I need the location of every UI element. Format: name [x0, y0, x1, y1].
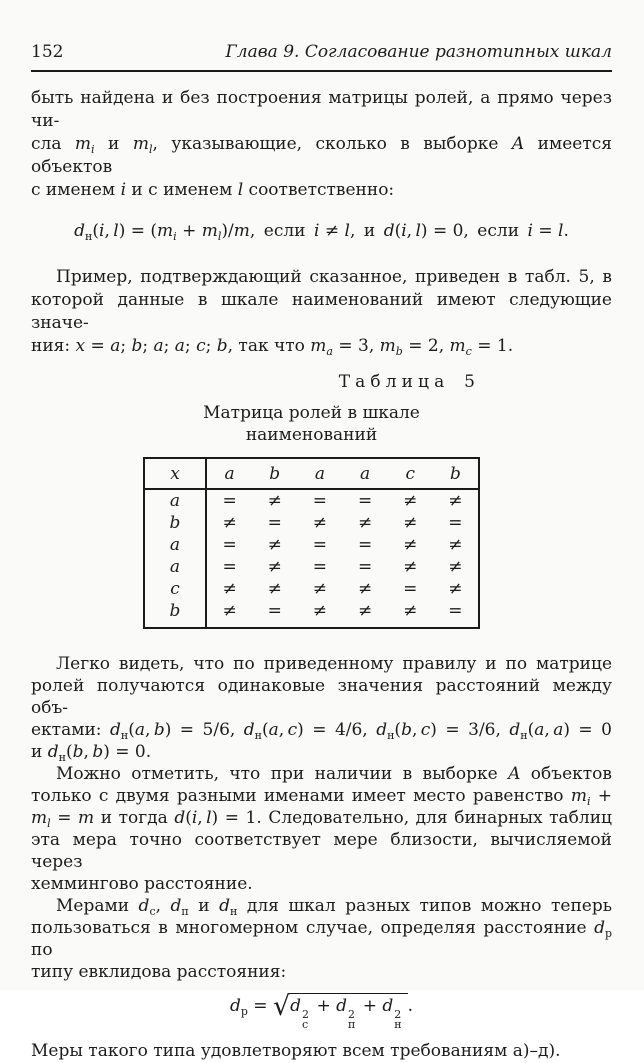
- paragraph-example: [31, 266, 612, 358]
- table-cell: ≠: [222, 579, 237, 599]
- table-cell: =: [222, 557, 237, 577]
- text-line: и $d_н(b$, b) = 0.: [31, 742, 152, 764]
- table-cell: =: [222, 491, 237, 511]
- table-header-cell: a: [207, 459, 252, 490]
- table-cell: ≠: [357, 579, 373, 599]
- text-line: эта мера точно соответствует мере близости, вычисляемой через: [31, 830, 612, 872]
- text-line: с именем i и с именем l соответственно:: [31, 180, 395, 200]
- table-cell: ≠: [357, 513, 373, 533]
- closing-line: [31, 1040, 612, 1063]
- table-cell: =: [312, 491, 328, 511]
- table-cell: =: [357, 557, 373, 577]
- table-cell: =: [267, 513, 282, 533]
- table-cell: ≠: [267, 491, 282, 511]
- roles-matrix-table: [143, 457, 480, 629]
- text-line: Мерами $d_с$, $d_п$ и $d_н$ для шкал разных типов можно теперь: [56, 896, 612, 918]
- text-line: ролей получаются одинаковые значения расстояний между объ-: [31, 676, 612, 718]
- table-cell: =: [448, 513, 463, 533]
- paragraph-distances: [31, 653, 612, 763]
- page-number: 152: [31, 42, 64, 62]
- table-cell: =: [267, 601, 282, 621]
- table-cell: =: [357, 491, 373, 511]
- text-line: сла $m_i$ и $m_l$, указывающие, сколько в выборке A имеется объектов: [31, 134, 612, 177]
- formula-naming-distance: $d_н(i$, $l) = (m_i + m_l)/m$, если i ≠ l, и d(i, l) = 0, если i = l.: [74, 221, 569, 243]
- table-cell: ≠: [312, 601, 328, 621]
- table-cell: ≠: [357, 601, 373, 621]
- table-caption: Матрица ролей в шкале наименований: [203, 403, 420, 445]
- text-line: быть найдена и без построения матрицы ролей, а прямо через чи-: [31, 88, 612, 131]
- table-cell: ≠: [448, 579, 463, 599]
- running-head: [31, 42, 612, 64]
- text-line: Легко видеть, что по приведенному правилу и по матрице: [56, 654, 612, 674]
- text-line: ния: x = a; b; a; a; c; b, так что $m_a = 3$, $m_b = 2$, $m_c = 1$.: [31, 336, 514, 358]
- row-label-cell: a: [145, 556, 207, 578]
- table-cell: ≠: [267, 557, 282, 577]
- table-cell: ≠: [403, 601, 418, 621]
- table-cell: ≠: [448, 535, 463, 555]
- table-block: [143, 371, 480, 629]
- table-cell: ≠: [222, 513, 237, 533]
- row-label-cell: b: [145, 512, 207, 534]
- text-line: $m_l = m$ и тогда d(i, l) = 1. Следовательно, для бинарных таблиц: [31, 808, 612, 830]
- paragraph-binary-note: [31, 763, 612, 895]
- text-line: которой данные в шкале наименований имеют следующие значе-: [31, 290, 612, 333]
- table-header-cell: b: [252, 459, 297, 490]
- table-header-cell: x: [145, 459, 207, 490]
- header-rule: [31, 70, 612, 72]
- table-header-cell: a: [297, 459, 342, 490]
- table-label: Таблица 5: [338, 372, 480, 392]
- table-cell: ≠: [267, 579, 282, 599]
- table-cell: ≠: [448, 557, 463, 577]
- table-cell: ≠: [403, 557, 418, 577]
- table-cell: ≠: [267, 535, 282, 555]
- table-cell: =: [403, 579, 418, 599]
- table-cell: =: [357, 535, 373, 555]
- table-header-cell: c: [388, 459, 433, 490]
- table-cell: =: [312, 557, 328, 577]
- row-label-cell: a: [145, 534, 207, 556]
- text-line: Меры такого типа удовлетворяют всем требованиям а)–д).: [31, 1041, 561, 1061]
- chapter-title: Глава 9. Согласование разнотипных шкал: [225, 42, 612, 62]
- table-cell: ≠: [448, 491, 463, 511]
- table-cell: =: [448, 601, 463, 621]
- text-line: пользоваться в многомерном случае, определяя расстояние $d_р$ по: [31, 918, 612, 960]
- table-header-cell: b: [433, 459, 478, 490]
- paragraph-intro: [31, 87, 612, 202]
- row-label-cell: c: [145, 578, 207, 600]
- text-line: Можно отметить, что при наличии в выборке A объектов: [56, 764, 612, 784]
- formula-euclidean-distance: $d_р = √d$ 2 с + d 2 п + d 2 н .: [229, 991, 414, 1031]
- table-cell: =: [222, 535, 237, 555]
- text-line: Пример, подтверждающий сказанное, приведен в табл. 5, в: [56, 267, 612, 287]
- row-label-cell: a: [145, 490, 207, 512]
- table-header-cell: a: [343, 459, 388, 490]
- table-cell: ≠: [312, 513, 328, 533]
- table-cell: ≠: [403, 513, 418, 533]
- text-line: хеммингово расстояние.: [31, 874, 253, 894]
- table-cell: ≠: [403, 491, 418, 511]
- paragraph-measures: [31, 895, 612, 983]
- text-line: только с двумя разными именами имеет место равенство $m_i$ +: [31, 786, 612, 808]
- text-line: типу евклидова расстояния:: [31, 962, 287, 982]
- table-cell: ≠: [222, 601, 237, 621]
- table-cell: ≠: [403, 535, 418, 555]
- table-cell: =: [312, 535, 328, 555]
- text-line: ектами: $d_н(a$, b) = 5/6, $d_н(a$, c) = 4/6, $d_н(b$, c) = 3/6, $d_н(a$, a) = 0: [31, 720, 612, 742]
- row-label-cell: b: [145, 600, 207, 627]
- table-cell: ≠: [312, 579, 328, 599]
